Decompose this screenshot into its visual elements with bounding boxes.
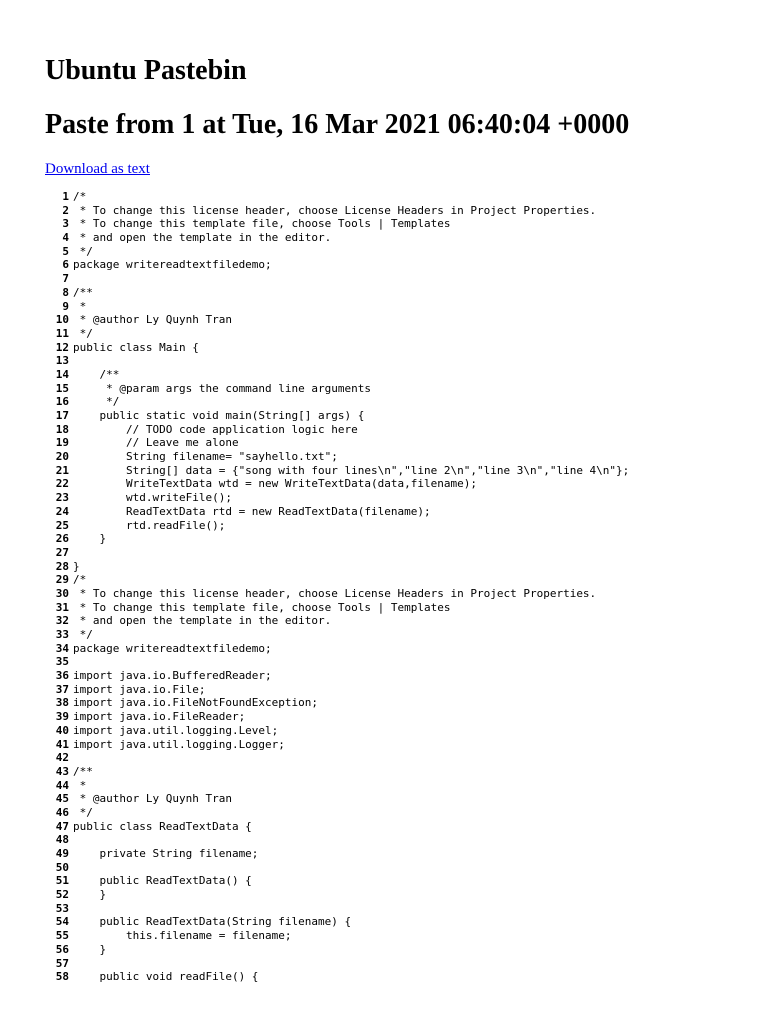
code-line	[45, 779, 768, 793]
code-line	[45, 902, 768, 916]
line-number: 46	[55, 805, 69, 819]
code-text: */	[73, 395, 120, 409]
code-line	[45, 765, 768, 779]
code-text: package writereadtextfiledemo;	[73, 258, 272, 272]
line-number: 5	[62, 244, 69, 258]
code-text	[69, 861, 73, 875]
line-number: 41	[55, 737, 69, 751]
code-text: }	[73, 888, 107, 902]
line-number: 9	[62, 299, 69, 313]
line-number: 10	[55, 313, 69, 327]
code-text: * @author Ly Quynh Tran	[73, 792, 232, 806]
code-line	[45, 874, 768, 888]
line-number: 4	[62, 231, 69, 245]
code-text: * To change this template file, choose Tools | Templates	[73, 217, 451, 231]
code-text: *	[73, 778, 87, 792]
code-line	[45, 738, 768, 752]
line-number: 29	[55, 573, 69, 587]
code-text: rtd.readFile();	[73, 518, 226, 532]
code-text: */	[73, 244, 93, 258]
line-number: 51	[55, 874, 69, 888]
line-number: 17	[55, 409, 69, 422]
code-text: import java.io.File;	[73, 682, 206, 696]
code-text: // Leave me alone	[73, 436, 239, 450]
code-text: /*	[73, 573, 87, 587]
line-number: 19	[55, 436, 69, 450]
code-line	[45, 724, 768, 738]
code-line	[45, 710, 768, 724]
line-number: 56	[55, 942, 69, 956]
line-number: 40	[55, 723, 69, 737]
code-text	[69, 751, 73, 765]
code-line	[45, 751, 768, 765]
line-number: 48	[55, 833, 69, 847]
line-number: 30	[55, 586, 69, 600]
line-number: 50	[55, 860, 69, 874]
line-number: 1	[62, 190, 69, 203]
line-number: 33	[55, 628, 69, 641]
code-text: public class Main {	[73, 340, 199, 354]
line-number: 54	[55, 915, 69, 929]
code-text: import java.io.BufferedReader;	[73, 669, 272, 683]
code-text: // TODO code application logic here	[73, 422, 358, 436]
code-text: */	[73, 326, 93, 340]
code-line	[45, 190, 768, 204]
code-line	[45, 258, 768, 272]
code-line	[45, 696, 768, 710]
code-text	[69, 272, 73, 286]
code-text: package writereadtextfiledemo;	[73, 641, 272, 655]
code-line	[45, 669, 768, 683]
site-title: Ubuntu Pastebin	[45, 55, 247, 86]
line-number: 8	[62, 285, 69, 299]
code-line	[45, 341, 768, 355]
line-number: 45	[55, 792, 69, 806]
code-line	[45, 806, 768, 820]
line-number: 3	[62, 217, 69, 231]
code-line	[45, 929, 768, 943]
line-number: 44	[55, 778, 69, 792]
code-text: }	[73, 559, 80, 573]
code-line	[45, 957, 768, 971]
code-line	[45, 683, 768, 697]
code-line	[45, 217, 768, 231]
code-text: wtd.writeFile();	[73, 491, 232, 505]
line-number: 39	[55, 710, 69, 724]
code-text	[69, 655, 73, 669]
line-number: 12	[55, 340, 69, 354]
code-line	[45, 847, 768, 861]
code-line	[45, 655, 768, 669]
code-line	[45, 300, 768, 314]
code-text: *	[73, 299, 87, 313]
code-line	[45, 464, 768, 478]
line-number: 22	[55, 477, 69, 491]
code-text: import java.io.FileNotFoundException;	[73, 696, 319, 710]
code-text: String[] data = {"song with four lines\n","line 2\n","line 3\n","line 4\n"};	[73, 463, 630, 477]
line-number: 2	[62, 203, 69, 217]
code-line	[45, 628, 768, 642]
code-text: public ReadTextData(String filename) {	[73, 915, 352, 929]
code-text: import java.util.logging.Logger;	[73, 737, 285, 751]
line-number: 52	[55, 888, 69, 902]
code-line	[45, 943, 768, 957]
code-line	[45, 477, 768, 491]
code-text: */	[73, 805, 93, 819]
code-line	[45, 532, 768, 546]
code-line	[45, 286, 768, 300]
line-number: 35	[55, 655, 69, 669]
code-text: * To change this license header, choose License Headers in Project Properties.	[73, 203, 597, 217]
code-line	[45, 888, 768, 902]
code-text: /**	[73, 367, 120, 381]
code-text: * @author Ly Quynh Tran	[73, 313, 232, 327]
line-number: 53	[55, 901, 69, 915]
line-number: 58	[55, 970, 69, 984]
code-line	[45, 327, 768, 341]
line-number: 47	[55, 819, 69, 833]
code-text	[69, 546, 73, 560]
line-number: 38	[55, 696, 69, 710]
line-number: 6	[62, 258, 69, 272]
line-number: 20	[55, 450, 69, 464]
line-number: 21	[55, 463, 69, 477]
line-number: 15	[55, 381, 69, 395]
code-listing	[45, 190, 768, 984]
code-line	[45, 313, 768, 327]
line-number: 18	[55, 422, 69, 436]
line-number: 32	[55, 614, 69, 628]
line-number: 36	[55, 669, 69, 683]
code-line	[45, 245, 768, 259]
code-line	[45, 519, 768, 533]
code-text: /*	[73, 190, 87, 203]
code-line	[45, 272, 768, 286]
line-number: 7	[62, 272, 69, 286]
line-number: 25	[55, 518, 69, 532]
code-line	[45, 792, 768, 806]
line-number: 11	[55, 326, 69, 340]
code-text	[69, 957, 73, 971]
code-text: import java.io.FileReader;	[73, 710, 246, 724]
code-text: * and open the template in the editor.	[73, 614, 332, 628]
line-number: 31	[55, 600, 69, 614]
code-line	[45, 491, 768, 505]
download-as-text-link[interactable]: Download as text	[45, 161, 150, 177]
code-text: }	[73, 532, 107, 546]
code-line	[45, 573, 768, 587]
line-number: 55	[55, 929, 69, 943]
line-number: 28	[55, 559, 69, 573]
line-number: 49	[55, 847, 69, 860]
code-text: WriteTextData wtd = new WriteTextData(data,filename);	[73, 477, 477, 491]
code-line	[45, 833, 768, 847]
code-line	[45, 204, 768, 218]
code-line	[45, 861, 768, 875]
line-number: 34	[55, 641, 69, 655]
code-line	[45, 436, 768, 450]
code-text	[69, 354, 73, 368]
line-number: 16	[55, 395, 69, 409]
code-line	[45, 820, 768, 834]
code-text	[69, 833, 73, 847]
line-number: 42	[55, 751, 69, 765]
line-number: 23	[55, 491, 69, 505]
code-line	[45, 505, 768, 519]
code-line	[45, 915, 768, 929]
line-number: 26	[55, 532, 69, 546]
code-text	[69, 902, 73, 916]
code-line	[45, 601, 768, 615]
code-line	[45, 409, 768, 423]
line-number: 24	[55, 504, 69, 518]
code-text: }	[73, 942, 107, 956]
code-text: * To change this template file, choose Tools | Templates	[73, 600, 451, 614]
code-line	[45, 368, 768, 382]
code-line	[45, 614, 768, 628]
code-text: String filename= "sayhello.txt";	[73, 450, 338, 464]
line-number: 13	[55, 354, 69, 368]
code-line	[45, 546, 768, 560]
code-text: this.filename = filename;	[73, 929, 292, 943]
code-text: /**	[73, 764, 93, 778]
code-text: private String filename;	[73, 847, 259, 860]
code-text: public ReadTextData() {	[73, 874, 252, 888]
code-text: * To change this license header, choose License Headers in Project Properties.	[73, 586, 597, 600]
code-text: * @param args the command line arguments	[73, 381, 372, 395]
code-line	[45, 642, 768, 656]
line-number: 27	[55, 545, 69, 559]
code-text: * and open the template in the editor.	[73, 231, 332, 245]
code-text: */	[73, 628, 93, 641]
code-text: public void readFile() {	[73, 970, 259, 984]
code-text: /**	[73, 285, 93, 299]
code-line	[45, 354, 768, 368]
line-number: 43	[55, 764, 69, 778]
line-number: 37	[55, 682, 69, 696]
code-line	[45, 231, 768, 245]
code-text: ReadTextData rtd = new ReadTextData(filename);	[73, 504, 431, 518]
code-text: public static void main(String[] args) {	[73, 409, 365, 422]
code-line	[45, 382, 768, 396]
line-number: 14	[55, 367, 69, 381]
code-text: public class ReadTextData {	[73, 819, 252, 833]
code-line	[45, 587, 768, 601]
code-line	[45, 560, 768, 574]
code-line	[45, 450, 768, 464]
code-text: import java.util.logging.Level;	[73, 723, 279, 737]
line-number: 57	[55, 956, 69, 970]
paste-title: Paste from 1 at Tue, 16 Mar 2021 06:40:04 +0000	[45, 109, 630, 140]
code-line	[45, 970, 768, 984]
code-line	[45, 395, 768, 409]
code-line	[45, 423, 768, 437]
